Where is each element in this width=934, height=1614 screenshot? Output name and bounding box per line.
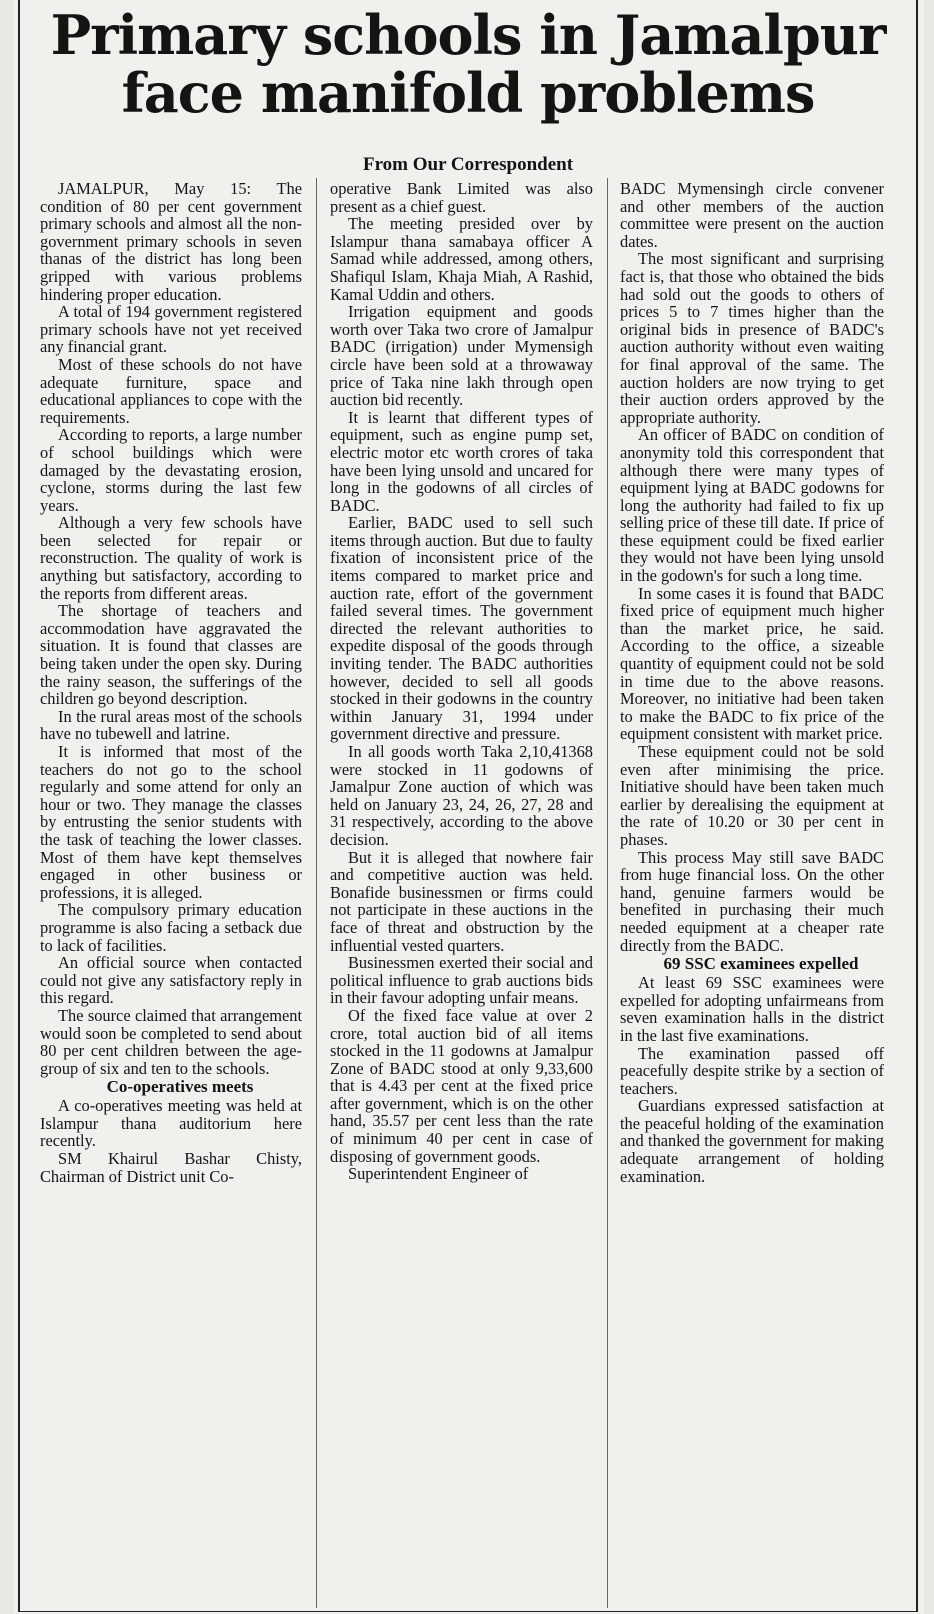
paragraph: The most significant and surprising fact is, that those who obtained the bids had sold out the goods to others of prices 5 to 7 times higher than the original bids in presence of BADC's auction authority without even waiting for final approval of the same. The auction holders are now trying to get their auction orders approved by the appropriate authority. [620, 249, 884, 427]
byline: From Our Correspondent [362, 154, 574, 175]
column-3 [620, 180, 884, 1605]
paragraph: Although a very few schools have been selected for repair or reconstruction. The quality of work is anything but satisfactory, according to the reports from different areas. [40, 513, 302, 603]
paragraph: Of the fixed face value at over 2 crore, total auction bid of all items stocked in the 11 godowns at Jamalpur Zone of BADC stood at only 9,33,600 that is 4.43 per cent at the fixed price after government, which is on the other hand, 35.57 per cent less than the rate of minimum 40 per cent in case of disposing of government goods. [330, 1005, 593, 1166]
scan-edge-left [0, 0, 14, 1614]
paragraph: This process May still save BADC from huge financial loss. On the other hand, genuine farmers would be benefited in purchasing their much needed equipment at a cheaper rate directly from the BADC. [620, 847, 884, 955]
paragraph: Irrigation equipment and goods worth over Taka two crore of Jamalpur BADC (irrigation) under Mymensigh circle have been sold at a throwaway price of Taka nine lakh through open auction bid recently. [330, 302, 593, 410]
column-1 [40, 180, 302, 1605]
column-divider [316, 178, 317, 1608]
subhead-ssc-examinees: 69 SSC examinees expelled [663, 954, 859, 974]
paragraph: An officer of BADC on condition of anonymity told this correspondent that although there were many types of equipment lying at BADC godowns for long the authority had failed to fix up selling price of these till date. If price of these equipment could be fixed earlier they would not have been lying unsold in the godown's for such a long time. [620, 425, 884, 586]
paragraph: In some cases it is found that BADC fixed price of equipment much higher than the market price, he said. According to the office, a sizeable quantity of equipment could not be sold in time due to the above reasons. Moreover, no initiative had been taken to make the BADC to fix price of the equipment consistent with market price. [620, 583, 884, 744]
paragraph: SM Khairul Bashar Chisty, Chairman of District unit Co- [40, 1149, 302, 1186]
paragraph: Guardians expressed satisfaction at the peaceful holding of the examination and thanked the government for making adequate arrangement of holding examination. [620, 1096, 884, 1186]
headline: Primary schools in Jamalpur face manifold problems [50, 3, 886, 125]
paragraph: An official source when contacted could not give any satisfactory reply in this regard. [40, 953, 302, 1008]
paragraph: Earlier, BADC used to sell such items through auction. But due to faulty fixation of inconsistent price of the items compared to market price and auction rate, effort of the government failed several times. The government directed the relevant authorities to expedite disposal of the goods through inviting tender. The BADC authorities however, decided to sell all goods stocked in their godowns in the country within January 31, 1994 under government directive and pressure. [330, 513, 593, 744]
paragraph: But it is alleged that nowhere fair and competitive auction was held. Bonafide businessmen or firms could not participate in these auctions in the face of threat and obstruction by the influential vested quarters. [330, 847, 593, 955]
paragraph: operative Bank Limited was also present as a chief guest. [330, 179, 593, 216]
paragraph: In the rural areas most of the schools have no tubewell and latrine. [40, 706, 302, 744]
column-2 [330, 180, 593, 1605]
paragraph: The compulsory primary education programme is also facing a setback due to lack of facilities. [40, 900, 302, 955]
paragraph: The examination passed off peacefully despite strike by a section of teachers. [620, 1043, 884, 1098]
paragraph: The source claimed that arrangement would soon be completed to send about 80 per cent children between the age-group of six and ten to the schools. [40, 1005, 302, 1078]
paragraph: It is learnt that different types of equipment, such as engine pump set, electric motor etc worth crores of taka have been lying unsold and uncared for long in the godowns of all circles of BADC. [330, 407, 593, 515]
scan-edge-right [924, 0, 934, 1614]
paragraph: In all goods worth Taka 2,10,41368 were stocked in 11 godowns of Jamalpur Zone auction of which was held on January 23, 24, 26, 27, 28 and 31 respectively, according to the above decision. [330, 742, 593, 849]
paragraph: At least 69 SSC examinees were expelled for adopting unfairmeans from seven examination halls in the district in the last five examinations. [620, 973, 884, 1045]
paragraph: It is informed that most of the teachers do not go to the school regularly and some attend for only an hour or two. They manage the classes by entrusting the senior students with the task of teaching the lower classes. Most of them have kept themselves engaged in other business or professions, it is alleged. [40, 742, 302, 902]
paragraph: Most of these schools do not have adequate furniture, space and educational appliances to cope with the requirements. [40, 354, 302, 427]
subhead-cooperatives: Co-operatives meets [106, 1077, 254, 1097]
paragraph: Superintendent Engineer of [348, 1164, 529, 1184]
paragraph: According to reports, a large number of school buildings which were damaged by the devastating erosion, cyclone, storms during the last few years. [40, 425, 302, 515]
paragraph: JAMALPUR, May 15: The condition of 80 per cent government primary schools and almost all the non-government primary schools in seven thanas of the district has long been gripped with various problems hindering proper education. [40, 179, 302, 304]
paragraph: BADC Mymensingh circle convener and other members of the auction committee were present on the auction dates. [620, 179, 884, 251]
paragraph: The shortage of teachers and accommodation have aggravated the situation. It is found that classes are being taken under the open sky. During the rainy season, the sufferings of the children go beyond description. [40, 601, 302, 709]
paragraph: Businessmen exerted their social and political influence to grab auctions bids in their favour adopting unfair means. [330, 953, 593, 1008]
paragraph: The meeting presided over by Islampur thana samabaya officer A Samad while addressed, among others, Shafiqul Islam, Khaja Miah, A Rashid, Kamal Uddin and others. [330, 214, 593, 304]
column-divider [607, 178, 608, 1608]
paragraph: A co-operatives meeting was held at Islampur thana auditorium here recently. [40, 1096, 302, 1151]
paragraph: A total of 194 government registered primary schools have not yet received any financial grant. [40, 302, 302, 357]
paragraph: These equipment could not be sold even after minimising the price. Initiative should have been taken much earlier by derealising the equipment at the rate of 10.20 or 30 per cent in phases. [620, 742, 884, 849]
